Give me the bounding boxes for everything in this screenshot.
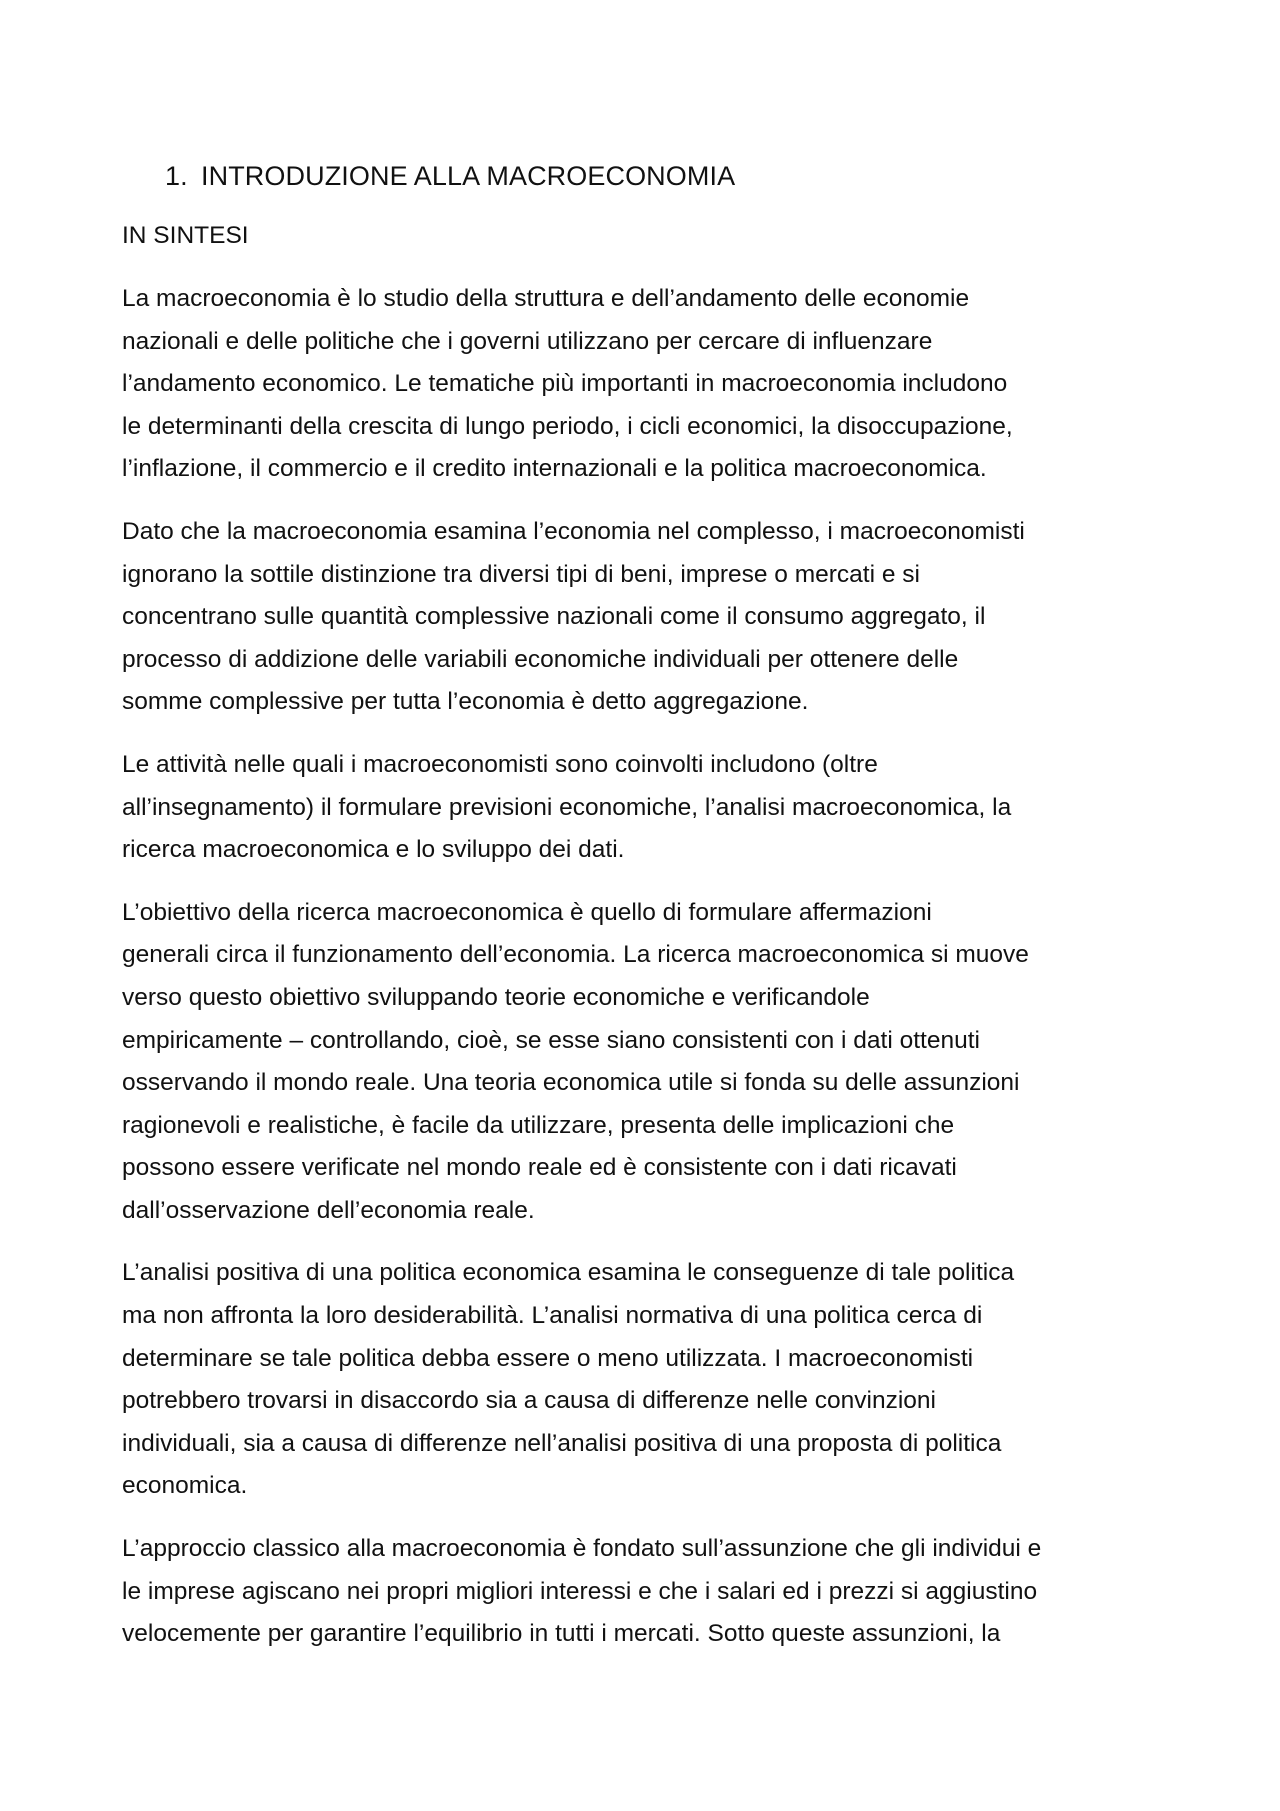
text-line: ma non affronta la loro desiderabilità. L’analisi normativa di una politica cerca di [122, 1302, 983, 1330]
paragraph [122, 1252, 1172, 1508]
text-line: determinare se tale politica debba essere o meno utilizzata. I macroeconomisti [122, 1344, 974, 1372]
text-line: somme complessive per tutta l’economia è detto aggregazione. [122, 688, 809, 716]
text-line: l’andamento economico. Le tematiche più importanti in macroeconomia includono [122, 370, 1008, 398]
text-line: L’approccio classico alla macroeconomia è fondato sull’assunzione che gli individui e [122, 1535, 1042, 1563]
subheading: IN SINTESI [122, 222, 249, 249]
section-number: 1. [165, 161, 188, 191]
text-line: osservando il mondo reale. Una teoria economica utile si fonda su delle assunzioni [122, 1069, 1020, 1097]
paragraph [122, 278, 1172, 491]
text-line: generali circa il funzionamento dell’economia. La ricerca macroeconomica si muove [122, 941, 1029, 969]
text-line: velocemente per garantire l’equilibrio in tutti i mercati. Sotto queste assunzioni, la [122, 1620, 1001, 1648]
text-line: Le attività nelle quali i macroeconomisti sono coinvolti includono (oltre [122, 750, 878, 778]
text-line: individuali, sia a causa di differenze nell’analisi positiva di una proposta di politica [122, 1429, 1002, 1457]
text-line: ragionevoli e realistiche, è facile da utilizzare, presenta delle implicazioni che [122, 1111, 955, 1139]
text-line: le imprese agiscano nei propri migliori interessi e che i salari ed i prezzi si aggiustino [122, 1577, 1038, 1605]
text-line: dall’osservazione dell’economia reale. [122, 1196, 535, 1224]
document-body [122, 152, 1172, 1656]
text-line: potrebbero trovarsi in disaccordo sia a causa di differenze nelle convinzioni [122, 1387, 936, 1415]
text-line: L’obiettivo della ricerca macroeconomica è quello di formulare affermazioni [122, 898, 932, 926]
text-line: economica. [122, 1472, 248, 1500]
paragraph [122, 1528, 1172, 1656]
paragraph [122, 892, 1172, 1233]
text-line: le determinanti della crescita di lungo periodo, i cicli economici, la disoccupazione, [122, 412, 1013, 440]
text-line: processo di addizione delle variabili economiche individuali per ottenere delle [122, 645, 959, 673]
text-line: ignorano la sottile distinzione tra diversi tipi di beni, imprese o mercati e si [122, 560, 920, 588]
text-line: verso questo obiettivo sviluppando teorie economiche e verificandole [122, 983, 870, 1011]
text-line: nazionali e delle politiche che i governi utilizzano per cercare di influenzare [122, 327, 933, 355]
text-line: possono essere verificate nel mondo reale ed è consistente con i dati ricavati [122, 1154, 957, 1182]
text-line: ricerca macroeconomica e lo sviluppo dei dati. [122, 836, 625, 864]
text-line: Dato che la macroeconomia esamina l’economia nel complesso, i macroeconomisti [122, 517, 1025, 545]
text-line: L’analisi positiva di una politica economica esamina le conseguenze di tale politica [122, 1259, 1015, 1287]
section-heading [165, 152, 1172, 200]
text-line: concentrano sulle quantità complessive nazionali come il consumo aggregato, il [122, 603, 986, 631]
section-title: INTRODUZIONE ALLA MACROECONOMIA [201, 161, 736, 191]
text-line: all’insegnamento) il formulare previsioni economiche, l’analisi macroeconomica, la [122, 793, 1012, 821]
paragraph [122, 511, 1172, 724]
paragraph [122, 744, 1172, 872]
text-line: La macroeconomia è lo studio della struttura e dell’andamento delle economie [122, 285, 970, 312]
text-line: empiricamente – controllando, cioè, se esse siano consistenti con i dati ottenuti [122, 1026, 980, 1054]
text-line: l’inflazione, il commercio e il credito internazionali e la politica macroeconomica. [122, 455, 987, 483]
